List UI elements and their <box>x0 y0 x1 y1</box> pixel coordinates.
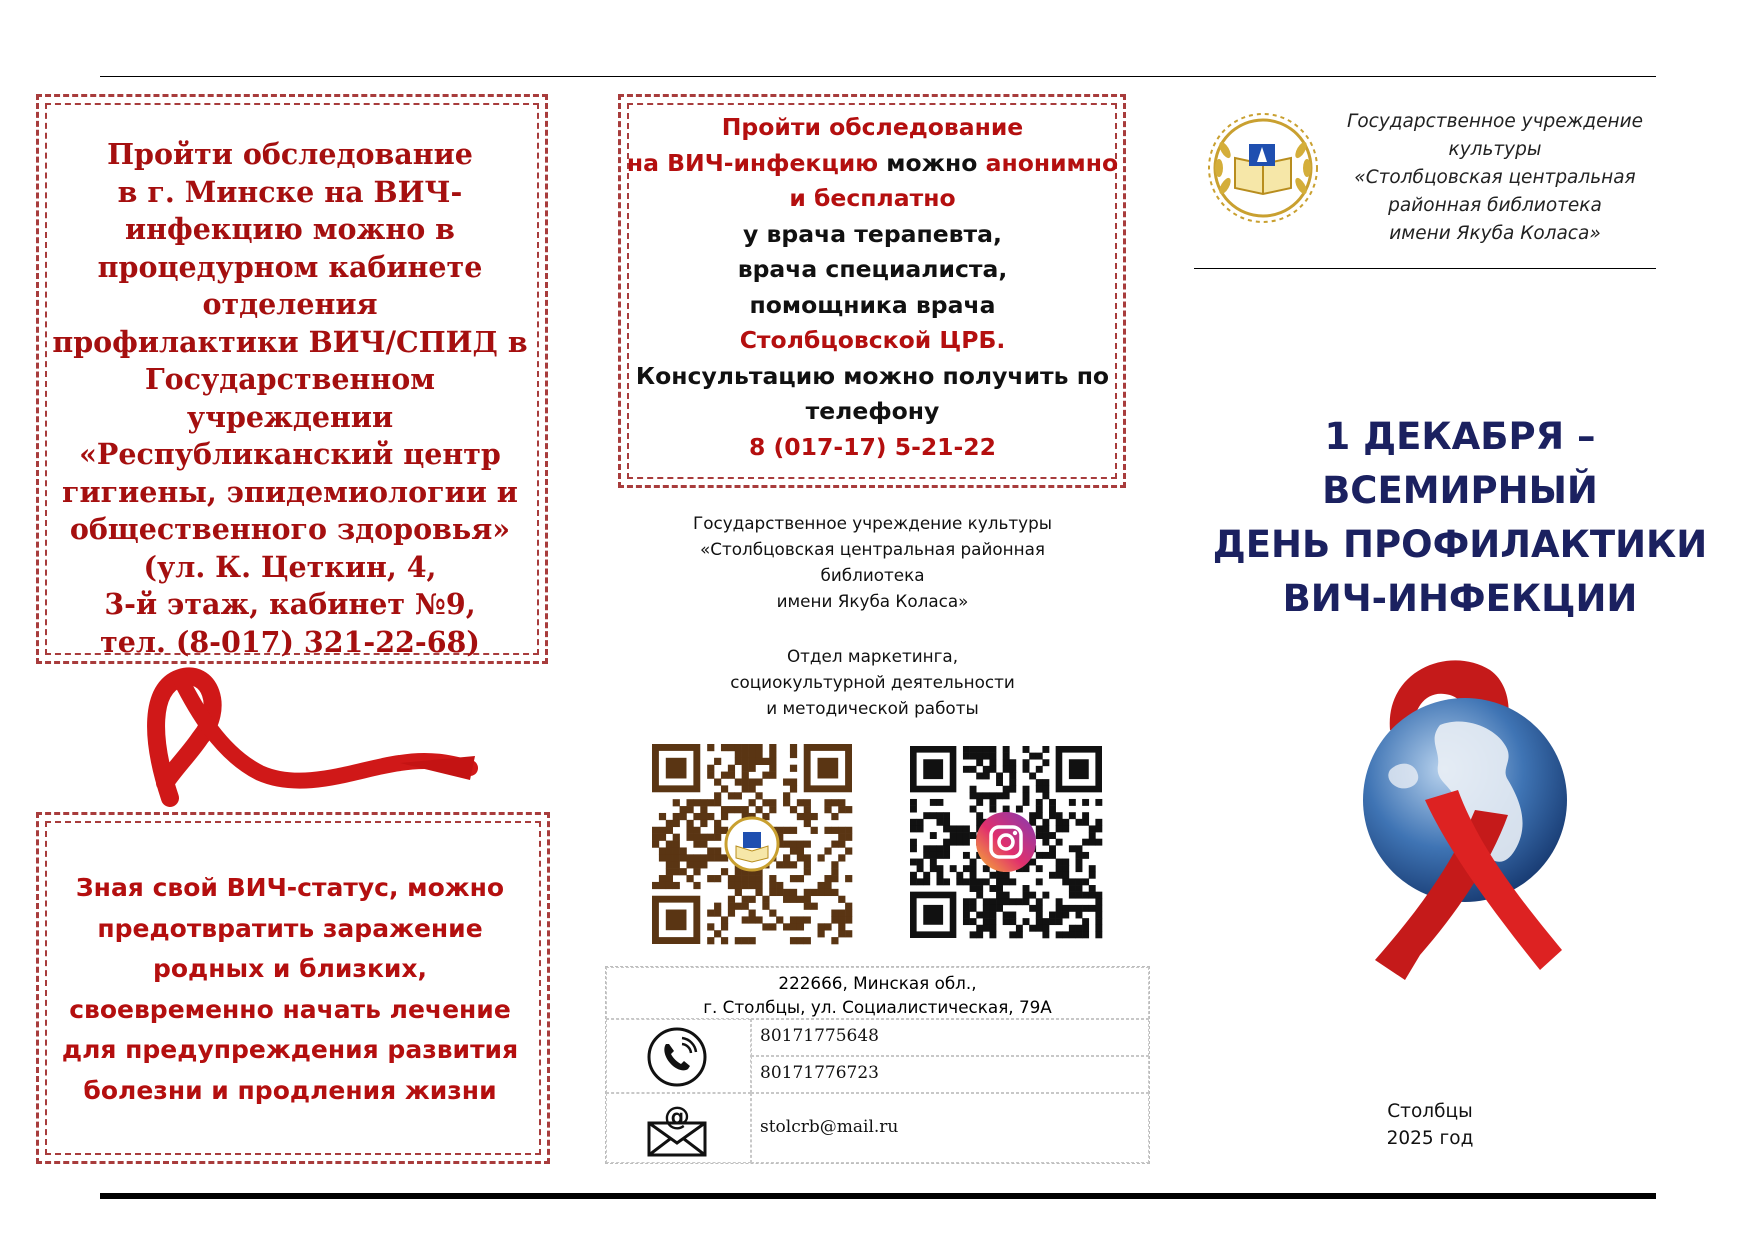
text-line: 3-й этаж, кабинет №9, <box>104 587 476 621</box>
text-line: Государственном учреждении <box>144 362 436 434</box>
text-line: профилактики ВИЧ/СПИД в <box>52 324 528 359</box>
text-fragment: анонимно <box>985 148 1119 177</box>
text-line: тел. (8-017) 321-22-68) <box>100 624 480 659</box>
text-line: гигиены, эпидемиологии и <box>62 474 518 509</box>
title-line: ДЕНЬ ПРОФИЛАКТИКИ <box>1212 523 1708 566</box>
text-line: районная библиотека <box>1388 195 1602 216</box>
globe-ribbon-icon <box>1330 650 1600 1010</box>
text-line: «Столбцовская центральная <box>1354 167 1636 188</box>
text-line: болезни и продления жизни <box>83 1075 497 1105</box>
text-line: г. Столбцы, ул. Социалистическая, 79А <box>703 997 1052 1017</box>
text-line: имени Якуба Коласа» <box>1389 223 1601 244</box>
text-line: телефону <box>805 397 940 425</box>
email-icon <box>646 1101 708 1157</box>
left-bottom-text <box>50 868 530 1111</box>
address-cell <box>606 967 1149 1019</box>
text-line: Государственное учреждение <box>1347 111 1643 132</box>
middle-text <box>620 110 1125 465</box>
city: Столбцы <box>1387 1101 1473 1122</box>
text-line: Зная свой ВИЧ-статус, можно <box>75 873 505 902</box>
text-line: «Столбцовская центральная районная <box>700 539 1045 559</box>
text-line: социокультурной деятельности <box>730 672 1015 692</box>
title-line: 1 ДЕКАБРЯ – ВСЕМИРНЫЙ <box>1322 415 1598 512</box>
text-line: (ул. К. Цеткин, 4, <box>143 549 437 584</box>
text-line: Государственное учреждение культуры <box>693 513 1052 533</box>
text-line: Пройти обследование <box>721 113 1024 141</box>
text-line: имени Якуба Коласа» <box>776 591 969 611</box>
text-line: инфекцию можно в <box>125 212 455 246</box>
main-title <box>1190 410 1730 626</box>
org-header <box>1330 108 1660 248</box>
text-line: родных и близких, <box>152 954 428 983</box>
title-line: ВИЧ-ИНФЕКЦИИ <box>1282 577 1638 620</box>
qr-code-instagram[interactable] <box>910 746 1102 938</box>
text-line: культуры <box>1448 139 1542 160</box>
text-line: Пройти обследование <box>107 137 473 171</box>
city-year <box>1340 1098 1520 1152</box>
phone-number: 8 (017-17) 5-21-22 <box>749 432 996 461</box>
text-line: в г. Минске на ВИЧ- <box>117 174 463 209</box>
text-line: «Республиканский центр <box>79 437 501 471</box>
text-line: для предупреждения развития <box>61 1035 519 1064</box>
text-fragment: можно <box>878 148 986 177</box>
phone-1[interactable]: 80171775648 <box>760 1026 879 1046</box>
text-line: и методической работы <box>766 698 979 718</box>
text-fragment: на ВИЧ-инфекцию <box>626 148 879 177</box>
svg-text:@: @ <box>664 1102 690 1132</box>
bottom-rule <box>100 1193 1656 1199</box>
left-top-text <box>50 136 530 661</box>
library-logo <box>1205 110 1321 226</box>
contacts-table <box>605 966 1150 1164</box>
phone-icon <box>646 1026 708 1088</box>
header-underline <box>1194 268 1656 269</box>
text-line <box>620 146 1125 182</box>
qr-code-library[interactable] <box>652 744 852 944</box>
text-line: процедурном кабинете <box>97 249 483 284</box>
text-line: врача специалиста, <box>737 255 1008 283</box>
text-line: своевременно начать лечение <box>69 994 511 1024</box>
text-line: помощника врача <box>749 290 996 319</box>
text-line: Консультацию можно получить по <box>635 361 1110 390</box>
text-line: и бесплатно <box>789 184 956 212</box>
dept-info <box>620 643 1125 721</box>
text-line: 222666, Минская обл., <box>778 973 977 993</box>
text-line: отделения <box>202 287 378 321</box>
top-rule <box>100 76 1656 77</box>
text-line: Столбцовской ЦРБ. <box>739 326 1006 354</box>
text-line: общественного здоровья» <box>69 512 511 546</box>
org-info <box>620 510 1125 614</box>
text-line: предотвратить заражение <box>97 913 483 943</box>
email-address[interactable]: stolcrb@mail.ru <box>760 1117 899 1137</box>
phone-2[interactable]: 80171776723 <box>760 1063 879 1083</box>
text-line: у врача терапевта, <box>743 219 1002 248</box>
text-line: библиотека <box>820 565 925 585</box>
text-line: Отдел маркетинга, <box>786 646 959 666</box>
year: 2025 год <box>1386 1128 1474 1149</box>
ribbon-icon <box>130 668 480 818</box>
